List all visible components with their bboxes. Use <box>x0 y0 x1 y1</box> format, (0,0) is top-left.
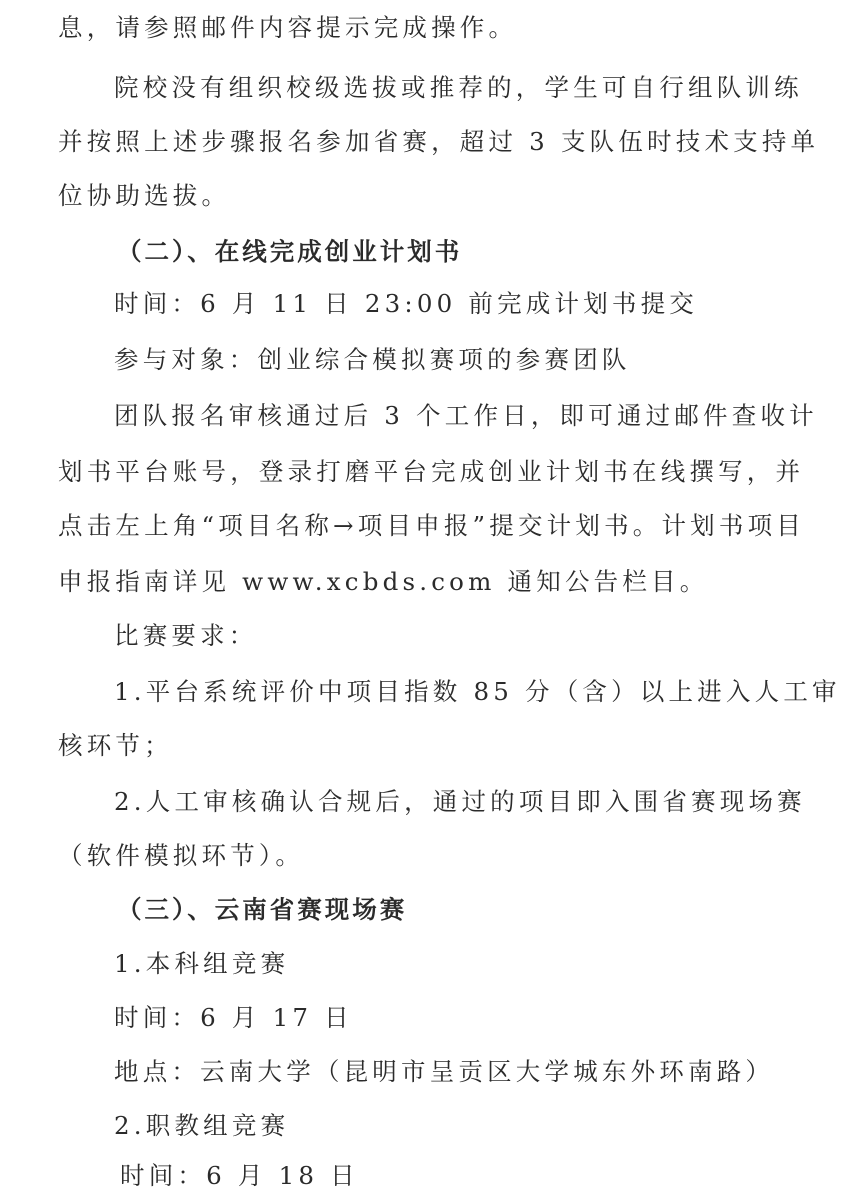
text-line-time-undergrad: 时间：6 月 17 日 <box>114 1003 353 1032</box>
text-line-9: 划书平台账号，登录打磨平台完成创业计划书在线撰写，并 <box>58 457 805 486</box>
text-line-15: 2.人工审核确认合规后，通过的项目即入围省赛现场赛 <box>114 787 806 816</box>
text-line-10: 点击左上角“项目名称→项目申报”提交计划书。计划书项目 <box>58 511 805 540</box>
text-line-13: 1.平台系统评价中项目指数 85 分（含）以上进入人工审 <box>114 677 841 706</box>
section-heading-2: （二）、在线完成创业计划书 <box>117 237 463 266</box>
text-line-11: 申报指南详见 www.xcbds.com 通知公告栏目。 <box>58 567 709 596</box>
text-line-1: 息，请参照邮件内容提示完成操作。 <box>58 13 518 42</box>
subheading-vocational: 2.职教组竞赛 <box>114 1111 290 1140</box>
text-line-8: 团队报名审核通过后 3 个工作日，即可通过邮件查收计 <box>114 401 818 430</box>
section-heading-3: （三）、云南省赛现场赛 <box>117 895 408 924</box>
text-line-participants: 参与对象：创业综合模拟赛项的参赛团队 <box>114 345 631 374</box>
text-line-4: 位协助选拔。 <box>58 181 231 210</box>
text-line-3: 并按照上述步骤报名参加省赛，超过 3 支队伍时技术支持单 <box>58 127 820 156</box>
subheading-undergrad: 1.本科组竞赛 <box>114 949 290 978</box>
text-line-time-vocational: 时间：6 月 18 日 <box>120 1161 359 1190</box>
text-line-2: 院校没有组织校级选拔或推荐的，学生可自行组队训练 <box>114 73 803 102</box>
text-line-requirements: 比赛要求： <box>114 621 258 650</box>
text-line-location: 地点：云南大学（昆明市呈贡区大学城东外环南路） <box>114 1057 775 1086</box>
text-line-14: 核环节； <box>58 731 173 760</box>
text-line-time: 时间：6 月 11 日 23:00 前完成计划书提交 <box>114 289 699 318</box>
text-line-16: （软件模拟环节）。 <box>58 841 305 870</box>
